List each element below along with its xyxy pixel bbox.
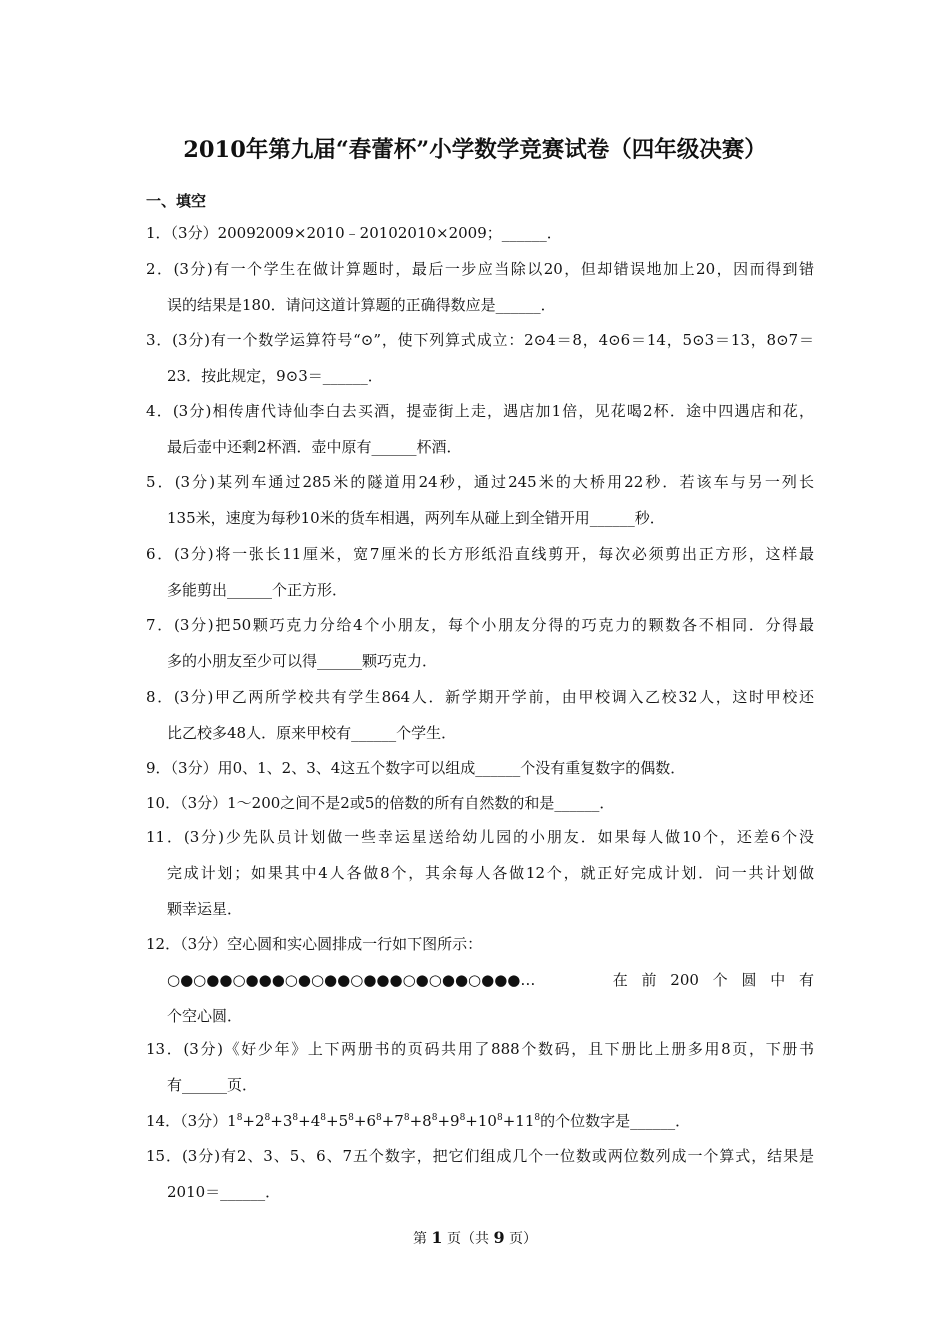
question-11 [146,819,814,927]
question-9 [146,750,814,786]
question-11-line-3: 颗幸运星． [167,900,243,918]
question-3 [146,322,814,394]
power-exponent: 8 [320,1113,326,1123]
question-15-line-2: 2010＝______． [167,1183,281,1201]
question-7-line-2: 多的小朋友至少可以得______颗巧克力． [167,652,438,670]
question-4-line-1: 4．(3分)相传唐代诗仙李白去买酒，提壶街上走，遇店加1倍，见花喝2杯．途中四遇店和花， [146,402,814,420]
question-14 [146,1103,814,1139]
footer-post: 页） [509,1231,538,1247]
question-11-line-2: 完成计划；如果其中4人各做8个，其余每人各做12个，就正好完成计划．问一共计划做 [167,864,814,882]
footer-mid: 页（共 [447,1231,489,1247]
question-7 [146,607,814,679]
question-1-line-1: 1．（3分）20092009×2010﹣20102010×2009；______． [146,224,562,242]
question-5-line-2: 135米，速度为每秒10米的货车相遇，两列车从碰上到全错开用______秒． [167,509,665,527]
power-base: 1 [227,1112,237,1130]
question-3-line-2: 23．按此规定，9⊙3＝______． [167,367,383,385]
power-expression [227,1112,540,1130]
power-exponent: 8 [459,1113,466,1123]
question-12 [146,926,814,1034]
question-13-line-1: 13．(3分)《好少年》上下两册书的页码共用了888个数码，且下册比上册多用8页，下册书 [146,1040,814,1058]
power-exponent: 8 [431,1113,438,1123]
question-2 [146,251,814,323]
power-base: 3 [282,1112,293,1130]
question-13-line-2: 有______页． [167,1076,258,1094]
question-7-line-1: 7．(3分)把50颗巧克力分给4个小朋友，每个小朋友分得的巧克力的颗数各不相同．分得最 [146,616,814,634]
plus-sign: + [409,1112,423,1130]
question-6-line-1: 6．(3分)将一张长11厘米，宽7厘米的长方形纸沿直线剪开，每次必须剪出正方形，这样最 [146,545,814,563]
power-exponent: 8 [496,1113,503,1123]
page-footer [0,1228,950,1248]
footer-page-total: 9 [493,1228,505,1247]
power-base: 11 [515,1112,535,1130]
question-9-line-1: 9．（3分）用0、1、2、3、4这五个数字可以组成______个没有重复数字的偶数． [146,759,686,777]
plus-sign: + [270,1112,283,1130]
question-8-line-2: 比乙校多48人．原来甲校有______个学生． [167,724,457,742]
question-15-line-1: 15．(3分)有2、3、5、6、7五个数字，把它们组成几个一位数或两位数列成一个算式，结果是 [146,1147,814,1165]
question-2-line-2: 误的结果是180．请问这道计算题的正确得数应是______． [167,296,556,314]
question-8 [146,679,814,751]
question-13 [146,1031,814,1103]
power-base: 8 [422,1112,432,1130]
section-heading: 一、填空 [146,192,207,210]
question-4 [146,393,814,465]
question-4-line-2: 最后壶中还剩2杯酒．壶中原有______杯酒． [167,438,462,456]
question-2-line-1: 2．(3分)有一个学生在做计算题时，最后一步应当除以20，但却错误地加上20，因而得到错 [146,260,814,278]
plus-sign: + [326,1112,339,1130]
question-12-tail: 在 前 200 个 圆 中 有 [612,971,814,989]
question-5-line-1: 5．(3分)某列车通过285米的隧道用24秒，通过245米的大桥用22秒．若该车与另一列长 [146,473,814,491]
question-3-line-1: 3．(3分)有一个数学运算符号“⊙”，使下列算式成立：2⊙4＝8，4⊙6＝14，5⊙3＝13，8⊙7＝ [146,331,814,349]
power-exponent: 8 [236,1113,243,1123]
power-base: 5 [338,1112,349,1130]
power-exponent: 8 [403,1113,410,1123]
power-base: 7 [394,1112,404,1130]
plus-sign: + [353,1112,367,1130]
power-exponent: 8 [292,1113,299,1123]
plus-sign: + [465,1112,478,1130]
question-5 [146,464,814,536]
plus-sign: + [502,1112,516,1130]
question-14-suffix: 的个位数字是______． [540,1112,691,1130]
footer-pre: 第 [412,1231,427,1247]
plus-sign: + [298,1112,311,1130]
footer-page-number: 1 [431,1228,443,1247]
power-base: 9 [450,1112,460,1130]
power-exponent: 8 [348,1113,354,1123]
power-base: 6 [366,1112,376,1130]
circle-sequence: ○●○●●○●●●○●○●●○●●●○●○●●○●●●… [167,971,536,989]
question-12-line-2 [146,962,814,998]
plus-sign: + [437,1112,451,1130]
plus-sign: + [242,1112,255,1130]
power-base: 10 [477,1112,497,1130]
question-8-line-1: 8．(3分)甲乙两所学校共有学生864人．新学期开学前，由甲校调入乙校32人，这时甲校还 [146,688,814,706]
power-base: 2 [255,1112,265,1130]
plus-sign: + [381,1112,395,1130]
power-exponent: 8 [375,1113,382,1123]
question-11-line-1: 11．(3分)少先队员计划做一些幸运星送给幼儿园的小朋友．如果每人做10个，还差6个没 [146,828,814,846]
question-14-prefix: 14．（3分） [146,1112,228,1130]
question-15 [146,1138,814,1210]
question-6 [146,536,814,608]
power-base: 4 [310,1112,321,1130]
page-title: 2010年第九届“春蕾杯”小学数学竞赛试卷（四年级决赛） [183,137,767,163]
question-10-line-1: 10．（3分）1～200之间不是2或5的倍数的所有自然数的和是______． [146,794,615,812]
question-12-line-3: 个空心圆． [167,1007,243,1025]
question-1 [146,215,814,251]
power-exponent: 8 [264,1113,271,1123]
question-14-line-1 [146,1103,814,1139]
question-12-line-1: 12．（3分）空心圆和实心圆排成一行如下图所示： [146,935,483,953]
question-6-line-2: 多能剪出______个正方形． [167,581,348,599]
power-exponent: 8 [534,1113,541,1123]
question-10 [146,785,814,821]
